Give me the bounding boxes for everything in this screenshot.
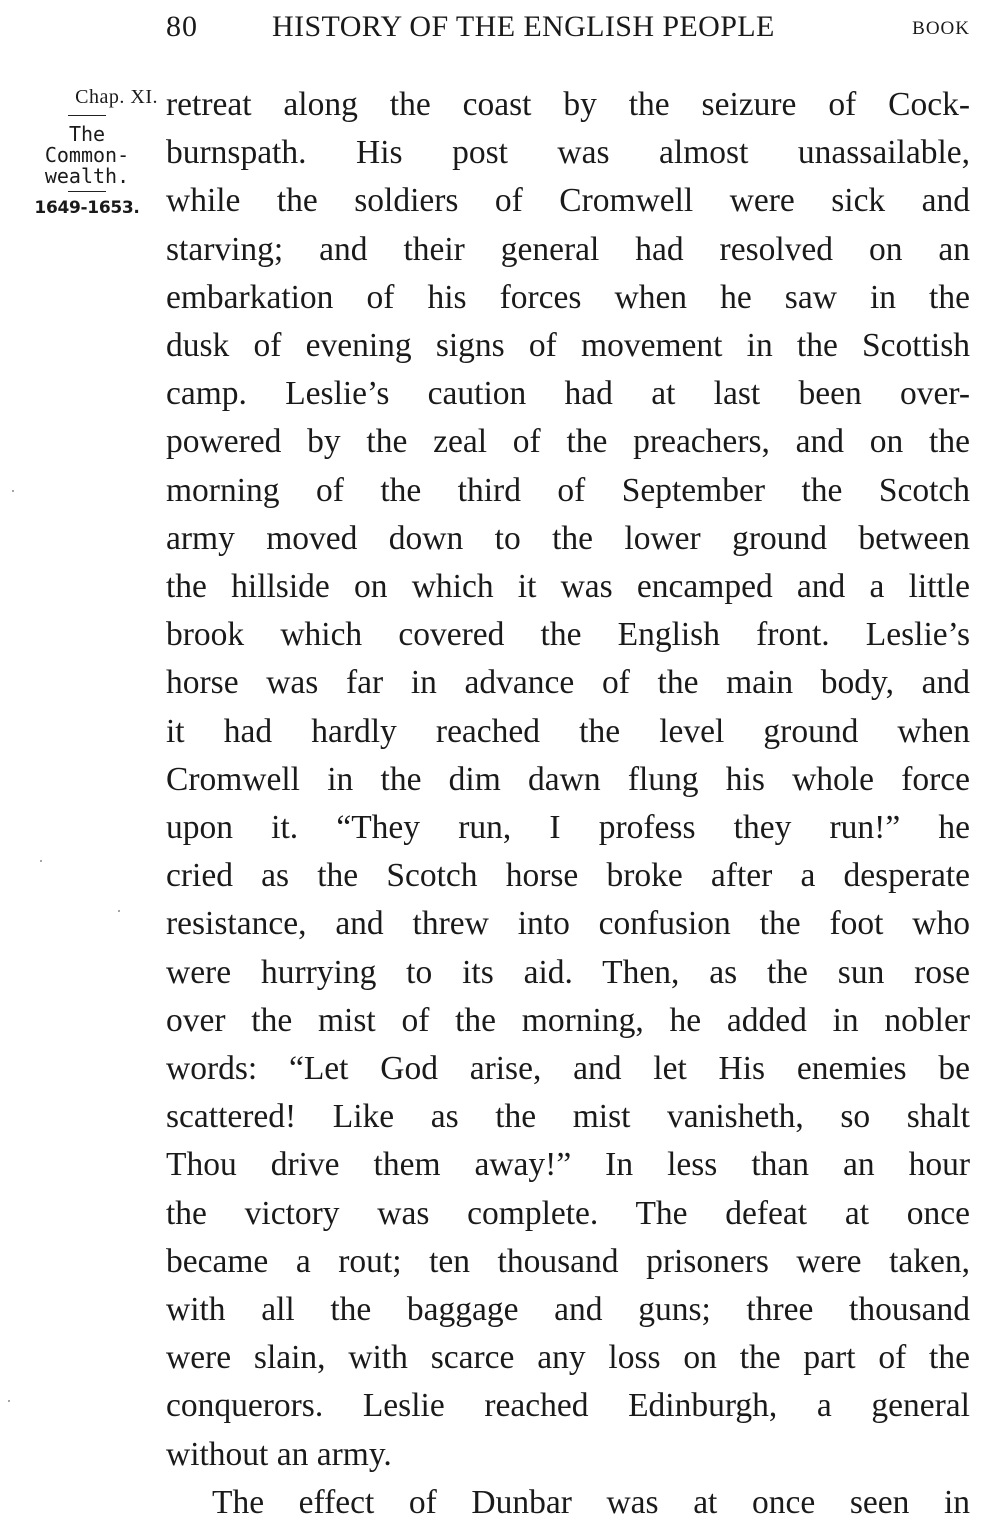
text-line: retreat along the coast by the seizure of Cock- — [166, 86, 970, 123]
body-text — [166, 81, 970, 1527]
section-title-line: Common- — [44, 143, 130, 167]
text-line: it had hardly reached the level ground when — [166, 712, 970, 750]
book-label: BOOK — [912, 18, 970, 39]
paper-speck — [40, 860, 42, 862]
section-title — [20, 124, 154, 187]
text-line: were slain, with scarce any loss on the part of the — [166, 1339, 970, 1377]
text-line: resistance, and threw into confusion the foot who — [166, 905, 970, 943]
page-number: 80 — [166, 10, 198, 43]
text-line: the victory was complete. The defeat at once — [166, 1194, 970, 1232]
text-line: scattered! Like as the mist vanisheth, so shalt — [166, 1098, 970, 1136]
margin-rule-bottom — [68, 191, 106, 192]
text-line: Cromwell in the dim dawn flung his whole force — [166, 760, 970, 798]
text-line: dusk of evening signs of movement in the Scottish — [166, 327, 970, 365]
text-line: words: “Let God arise, and let His enemies be — [166, 1050, 970, 1088]
text-line: cried as the Scotch horse broke after a desperate — [166, 857, 970, 895]
text-line: while the soldiers of Cromwell were sick and — [166, 182, 970, 220]
text-line: with all the baggage and guns; three thousand — [166, 1291, 970, 1329]
text-line: the hillside on which it was encamped and a little — [166, 568, 970, 606]
text-line: became a rout; ten thousand prisoners were taken, — [166, 1242, 970, 1280]
text-line: brook which covered the English front. Leslie’s — [166, 616, 970, 654]
text-line: camp. Leslie’s caution had at last been over- — [166, 375, 970, 413]
text-line: burnspath. His post was almost unassailable, — [166, 134, 970, 172]
text-line: conquerors. Leslie reached Edinburgh, a general — [166, 1387, 970, 1425]
section-title-line: The — [68, 122, 106, 146]
section-title-line: wealth. — [44, 164, 130, 188]
running-head — [166, 6, 970, 46]
text-line: starving; and their general had resolved on an — [166, 230, 970, 268]
text-line: Thou drive them away!” In less than an hour — [166, 1146, 970, 1184]
margin-rule-top — [68, 115, 106, 116]
text-line: over the mist of the morning, he added in nobler — [166, 1001, 970, 1039]
paper-speck — [8, 1400, 10, 1402]
text-line: were hurrying to its aid. Then, as the sun rose — [166, 953, 970, 991]
date-range: 1649-1653. — [34, 198, 140, 218]
paper-speck — [118, 910, 120, 912]
text-line: army moved down to the lower ground between — [166, 519, 970, 557]
margin-notes — [20, 86, 158, 218]
chapter-label: Chap. XI. — [75, 86, 158, 108]
text-line: without an army. — [166, 1435, 392, 1473]
text-line: morning of the third of September the Scotch — [166, 471, 970, 509]
text-line: upon it. “They run, I profess they run!” he — [166, 809, 970, 847]
text-line: embarkation of his forces when he saw in the — [166, 278, 970, 316]
paper-speck — [12, 490, 14, 492]
text-line: powered by the zeal of the preachers, and on the — [166, 423, 970, 461]
text-line: horse was far in advance of the main body, and — [166, 664, 970, 702]
running-title: HISTORY OF THE ENGLISH PEOPLE — [272, 10, 775, 43]
text-line: The effect of Dunbar was at once seen in — [212, 1483, 970, 1521]
